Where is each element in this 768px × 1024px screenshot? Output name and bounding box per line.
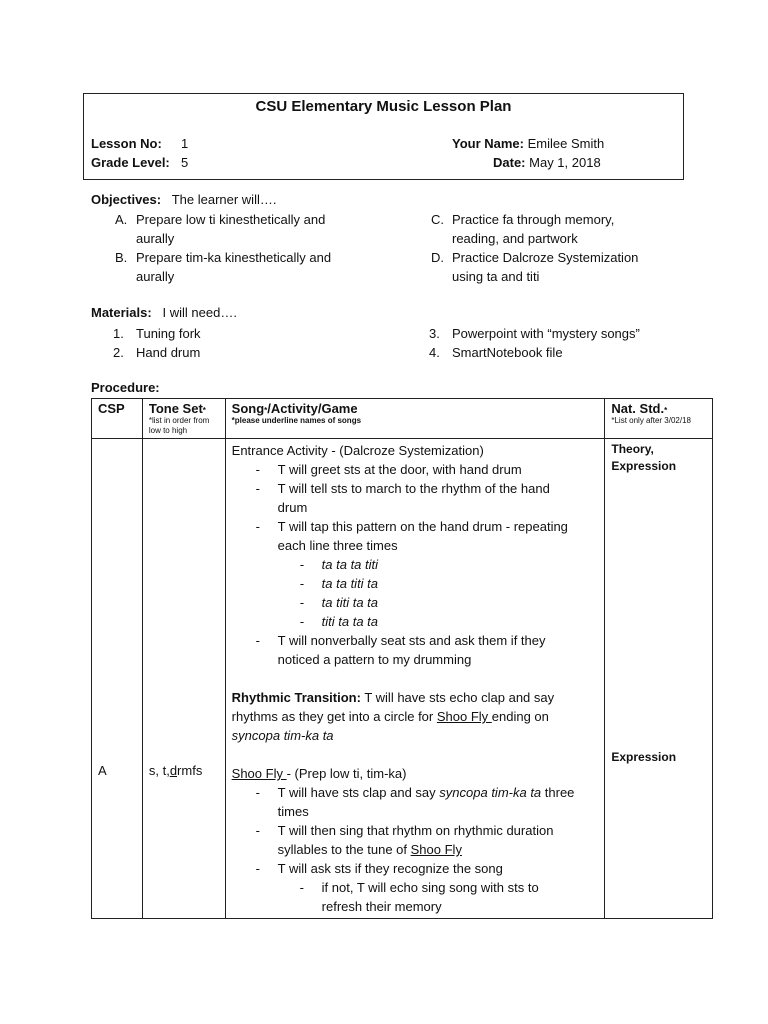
rhythm-pattern: - ta ta ta titi [299,557,379,572]
objectives-heading [91,192,276,207]
lesson-date [493,155,601,170]
procedure-table [91,398,713,919]
materials-list-left [91,324,391,362]
rhythmic-transition-cont: rhythms as they get into a circle for Shoo Fly ending on [231,709,549,724]
material-item: 1. Tuning fork [113,326,201,341]
materials-intro: I will need…. [162,305,237,320]
objective-item: D. Practice Dalcroze Systemization using ta and titi [431,250,639,284]
standard-value: Theory, Expression [611,442,677,473]
grade-level-label: Grade Level: [91,155,170,170]
material-item: 3. Powerpoint with “mystery songs” [429,326,640,341]
lesson-number-label: Lesson No: [91,136,162,151]
rhythmic-transition: Rhythmic Transition: T will have sts echo clap and say [231,690,555,705]
list-item: - T will tell sts to march to the rhythm of the hand drum [255,481,550,515]
teacher-name [452,136,604,151]
table-row [92,439,713,919]
col-national-standard: Nat. Std.* *List only after 3/02/18 [605,399,713,439]
procedure-heading: Procedure: [91,380,160,395]
list-item: - T will then sing that rhythm on rhythmic duration syllables to the tune of Shoo Fly [255,823,554,857]
csp-value: A [98,763,107,778]
objectives-intro: The learner will…. [171,192,277,207]
list-item: - T will nonverbally seat sts and ask them if they noticed a pattern to my drumming [255,633,546,667]
list-item: - T will ask sts if they recognize the song [255,861,503,876]
song-title: Shoo Fly [410,842,462,857]
list-item: - T will greet sts at the door, with hand drum [255,462,522,477]
song-heading: Shoo Fly - (Prep low ti, tim-ka) [231,766,407,781]
lesson-number [91,136,189,151]
rhythm-pattern: - ta titi ta ta [299,595,379,610]
objectives-list-right [407,210,687,286]
activity-cell [225,439,605,919]
objectives-label: Objectives: [91,192,162,207]
song-title: Shoo Fly [231,766,287,781]
col-tone-set: Tone Set* *list in order from low to high [142,399,225,439]
col-song-activity: Song*/Activity/Game *please underline names of songs [225,399,605,439]
activity-title: Entrance Activity - (Dalcroze Systemization) [231,443,484,458]
document-title: CSU Elementary Music Lesson Plan [255,98,512,115]
song-title: Shoo Fly [436,709,492,724]
material-item: 4. SmartNotebook file [429,345,563,360]
lesson-date-value: May 1, 2018 [529,155,601,170]
col-csp: CSP [92,399,143,439]
list-item: - T will tap this pattern on the hand drum - repeating each line three times [255,519,568,553]
teacher-name-label: Your Name: [452,136,524,151]
materials-list-right [407,324,707,362]
teacher-name-value: Emilee Smith [527,136,605,151]
csp-cell [92,439,143,919]
lesson-number-value: 1 [181,136,189,151]
tone-set-value: s, t,drmfs [148,763,203,778]
objective-item: C. Practice fa through memory, reading, and partwork [431,212,615,246]
list-item: - T will have sts clap and say syncopa tim-ka ta three times [255,785,575,819]
objectives-list-left [91,210,411,286]
list-sub-item: - if not, T will echo sing song with sts to refresh their memory [299,880,539,914]
tone-set-cell [142,439,225,919]
grade-level [91,155,189,170]
rhythm-pattern: - ta ta titi ta [299,576,379,591]
materials-label: Materials: [91,305,152,320]
objective-item: B. Prepare tim-ka kinesthetically and aurally [115,250,332,284]
rhythm-pattern: - titi ta ta ta [299,614,379,629]
material-item: 2. Hand drum [113,345,201,360]
standard-value: Expression [611,750,677,764]
rhythmic-transition-end: syncopa tim-ka ta [231,728,334,743]
materials-heading [91,305,237,320]
standard-cell [605,439,713,919]
lesson-header [83,93,684,180]
grade-level-value: 5 [181,155,189,170]
lesson-date-label: Date: [493,155,526,170]
table-header-row [92,399,713,439]
objective-item: A. Prepare low ti kinesthetically and aurally [115,212,326,246]
